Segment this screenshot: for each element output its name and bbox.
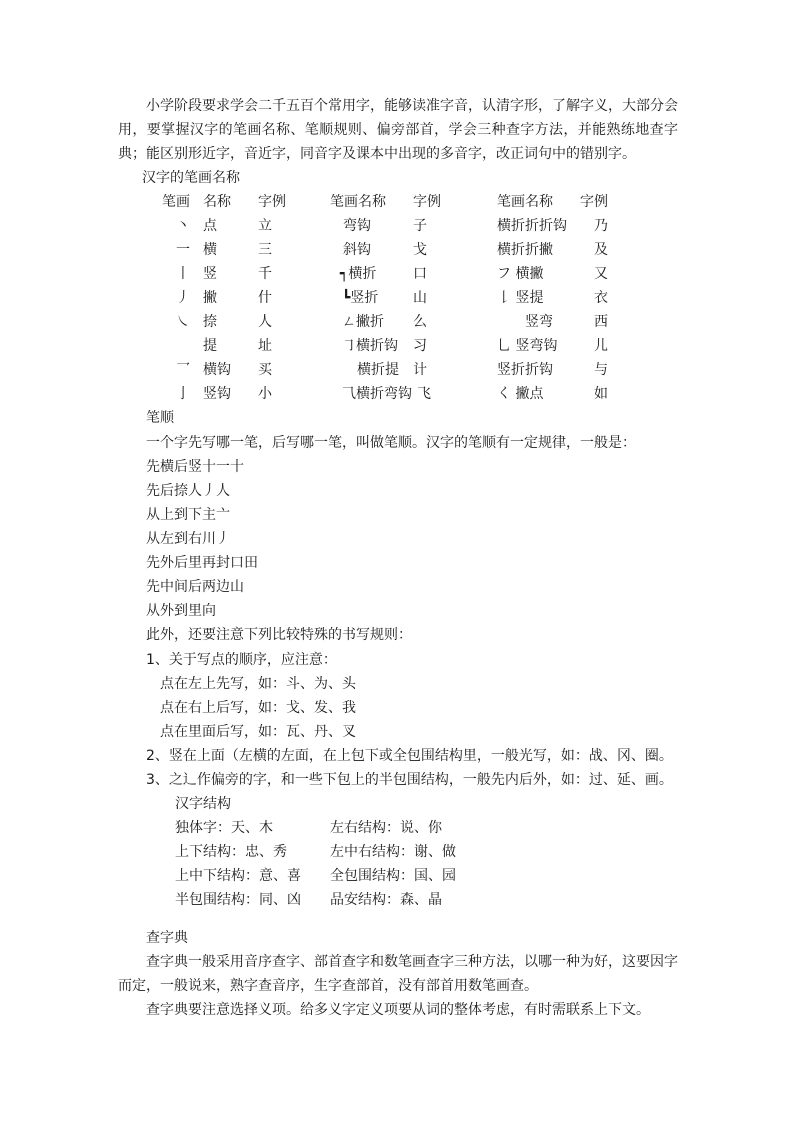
- stroke-example: 飞: [417, 386, 431, 402]
- stroke-example: 子: [413, 218, 427, 234]
- order-rule: 先中间后两边山: [146, 579, 244, 595]
- order-rule: 从上到下主亠: [146, 507, 230, 523]
- special-rules-intro: 此外，还要注意下列比较特殊的书写规则：: [146, 627, 412, 643]
- intro-paragraph: 小学阶段要求学会二千五百个常用字，能够读准字音，认清字形，了解字义，大部分会用，要掌握汉字的笔画名称、笔顺规则、偏旁部首，学会三种查字方法，并能熟练地查字典；能区别形近字，音近字，同音字及课本中出现的多音字，改正词句中的错别字。: [118, 98, 678, 162]
- stroke-example: 戈: [413, 242, 427, 258]
- stroke-name: 提: [203, 338, 217, 354]
- dot-rule: 点在左上先写，如：斗、为、头: [160, 676, 356, 692]
- stroke-name: 点: [203, 218, 217, 234]
- header-example: 字例: [258, 194, 286, 210]
- header-stroke: 笔画: [162, 194, 190, 210]
- special-rule-2: 2、竖在上面（左横的左面，在上包下或全包围结构里，一般光写，如：战、冈、圈。: [146, 748, 673, 764]
- stroke-example: 三: [258, 242, 272, 258]
- stroke-glyph: 丿: [176, 290, 190, 306]
- stroke-name: 竖弯: [525, 314, 553, 330]
- stroke-example: 习: [413, 338, 427, 354]
- stroke-glyph: 丶: [176, 218, 190, 234]
- stroke-name: 𠄌 竖提: [497, 290, 544, 306]
- stroke-glyph: 乛: [176, 362, 190, 378]
- dot-rule: 点在右上后写，如：戈、发、我: [160, 700, 356, 716]
- stroke-name: 弯钩: [343, 218, 371, 234]
- stroke-example: 衣: [594, 290, 608, 306]
- stroke-name: ㄥ撇折: [342, 314, 384, 330]
- structure-item: 全包围结构：国、园: [330, 868, 456, 884]
- header-example-2: 字例: [413, 194, 441, 210]
- order-rule: 先外后里再封口田: [146, 555, 258, 571]
- header-stroke-name-3: 笔画名称: [497, 194, 553, 210]
- strokes-heading: 汉字的笔画名称: [142, 170, 240, 186]
- structure-item: 上下结构：忠、秀: [175, 844, 287, 860]
- order-heading: 笔顺: [146, 410, 174, 426]
- stroke-example: 西: [594, 314, 608, 330]
- stroke-example: 又: [594, 266, 608, 282]
- structure-item: 独体字：天、木: [175, 820, 273, 836]
- order-rule: 从外到里向: [146, 603, 216, 619]
- stroke-example: 人: [258, 314, 272, 330]
- stroke-glyph: 亅: [176, 386, 190, 402]
- stroke-name: 竖折折钩: [497, 362, 553, 378]
- stroke-example: 什: [258, 290, 272, 306]
- order-rule: 先后捺人丿人: [146, 483, 230, 499]
- structure-item: 左中右结构：谢、做: [330, 844, 456, 860]
- special-rule-1: 1、关于写点的顺序，应注意：: [146, 652, 337, 668]
- structure-item: 左右结构：说、你: [330, 820, 442, 836]
- dot-rule: 点在里面后写，如：瓦、丹、叉: [160, 724, 356, 740]
- stroke-example: 小: [258, 386, 272, 402]
- stroke-name: 撇: [203, 290, 217, 306]
- stroke-example: 儿: [594, 338, 608, 354]
- stroke-example: 立: [258, 218, 272, 234]
- stroke-name: ┑横折: [340, 266, 377, 282]
- structure-item: 上中下结构：意、喜: [175, 868, 301, 884]
- stroke-glyph: 一: [176, 242, 190, 258]
- stroke-example: 址: [258, 338, 272, 354]
- stroke-glyph: ㇏: [176, 314, 190, 330]
- stroke-example: 计: [413, 362, 427, 378]
- structure-item: 半包围结构：同、凶: [175, 892, 301, 908]
- structure-heading: 汉字结构: [175, 796, 231, 812]
- stroke-name: 横折折撇: [497, 242, 553, 258]
- stroke-example: 买: [258, 362, 272, 378]
- stroke-example: 乃: [594, 218, 608, 234]
- stroke-example: 口: [413, 266, 427, 282]
- stroke-name: 横折提: [357, 362, 399, 378]
- special-rule-3: 3、之辶作偏旁的字，和一些下包上的半包围结构，一般先内后外，如：过、延、画。: [146, 772, 673, 788]
- order-rule: 先横后竖十一十: [146, 459, 244, 475]
- stroke-name: 捺: [203, 314, 217, 330]
- header-example-3: 字例: [580, 194, 608, 210]
- dictionary-paragraph-2: 查字典要注意选择义项。给多义字定义项要从词的整体考虑，有时需联系上下文。: [146, 1002, 650, 1018]
- structure-item: 品安结构：森、晶: [330, 892, 442, 908]
- stroke-name: 竖: [203, 266, 217, 282]
- stroke-name: 横: [203, 242, 217, 258]
- stroke-example: 如: [594, 386, 608, 402]
- stroke-example: 么: [413, 314, 427, 330]
- header-name: 名称: [203, 194, 231, 210]
- stroke-example: 千: [258, 266, 272, 282]
- stroke-glyph: 丨: [176, 266, 190, 282]
- stroke-name: ┗竖折: [342, 290, 379, 306]
- stroke-name: フ 横撇: [497, 266, 544, 282]
- stroke-example: 与: [594, 362, 608, 378]
- stroke-name: 斜钩: [343, 242, 371, 258]
- stroke-name: 乚 竖弯钩: [497, 338, 558, 354]
- stroke-name: 横折折折钩: [497, 218, 567, 234]
- dictionary-heading: 查字典: [146, 930, 188, 946]
- stroke-name: ⺄横折弯钩: [342, 386, 412, 402]
- stroke-example: 及: [594, 242, 608, 258]
- stroke-name: ㇆横折钩: [342, 338, 398, 354]
- order-rule: 从左到右川丿: [146, 531, 230, 547]
- dictionary-paragraph-1: 查字典一般采用音序查字、部首查字和数笔画查字三种方法，以哪一种为好，这要因字而定，一般说来，熟字查音序，生字查部首，没有部首用数笔画查。: [118, 954, 678, 994]
- stroke-name: 竖钩: [203, 386, 231, 402]
- order-description: 一个字先写哪一笔，后写哪一笔，叫做笔顺。汉字的笔顺有一定规律，一般是：: [146, 435, 636, 451]
- stroke-example: 山: [413, 290, 427, 306]
- header-stroke-name-2: 笔画名称: [330, 194, 386, 210]
- stroke-name: 横钩: [203, 362, 231, 378]
- stroke-name: く 撇点: [497, 386, 544, 402]
